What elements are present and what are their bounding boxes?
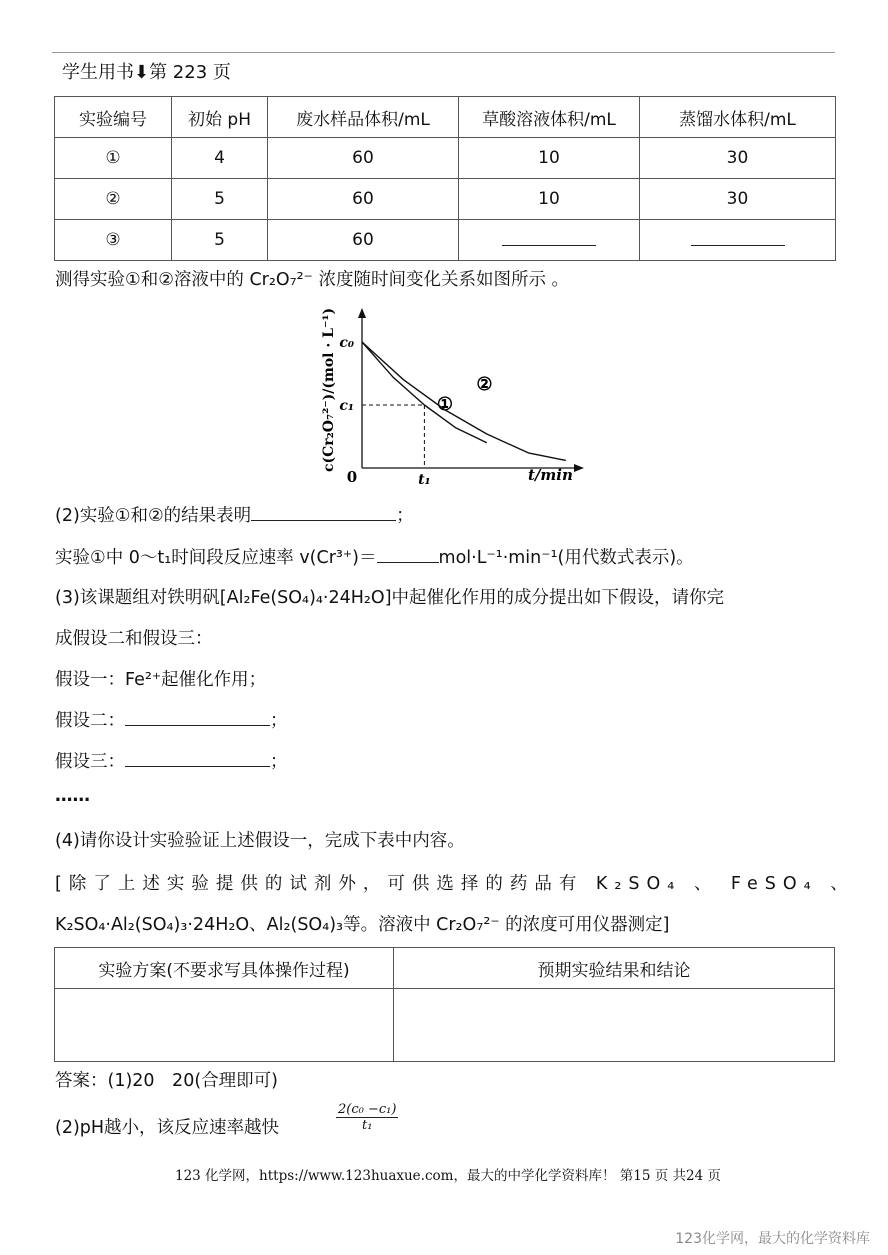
q3-line-2: 成假设二和假设三： xyxy=(55,629,213,649)
table-cell: 30 xyxy=(640,179,836,220)
hyp-end: ； xyxy=(270,752,288,772)
answer-line-1: 答案：(1)20 20(合理即可) xyxy=(55,1071,278,1091)
q4-line-1: (4)请你设计实验验证上述假设一，完成下表中内容。 xyxy=(55,831,465,851)
hypothesis-3 xyxy=(55,748,288,773)
blank-cell[interactable] xyxy=(459,220,640,261)
fill-blank xyxy=(691,229,785,246)
answer-cell[interactable] xyxy=(55,989,394,1062)
blank-cell[interactable] xyxy=(640,220,836,261)
fraction-denominator: t₁ xyxy=(362,1118,373,1133)
q4-line-2: [除了上述实验提供的试剂外，可供选择的药品有 K₂SO₄ 、 FeSO₄ 、 xyxy=(55,874,855,894)
x-axis-label: t/min xyxy=(528,466,573,484)
col-header: 草酸溶液体积/mL xyxy=(459,97,640,138)
table-header-row xyxy=(55,948,835,989)
hyp3-label: 假设三： xyxy=(55,752,125,772)
rate-fraction xyxy=(336,1102,398,1133)
table-cell: ③ xyxy=(55,220,172,261)
table-row xyxy=(55,220,836,261)
answer-line-2: (2)pH越小，该反应速率越快 xyxy=(55,1118,280,1138)
q4-line-3: K₂SO₄·Al₂(SO₄)₃·24H₂O、Al₂(SO₄)₃等。溶液中 Cr₂O₇²⁻ 的浓度可用仪器测定] xyxy=(55,915,670,935)
series-label-2: ② xyxy=(476,373,493,395)
q2-line-a xyxy=(55,502,414,527)
col-header: 预期实验结果和结论 xyxy=(394,948,835,989)
series-line-2 xyxy=(362,342,566,460)
table-cell: 60 xyxy=(268,179,459,220)
design-table xyxy=(54,947,835,1062)
q2-rate-text: 实验①中 0～t₁时间段反应速率 v(Cr³⁺)＝ xyxy=(55,548,377,568)
origin-label: 0 xyxy=(346,468,358,486)
answer-cell[interactable] xyxy=(394,989,835,1062)
t1-label: t₁ xyxy=(418,472,431,488)
table-row xyxy=(55,138,836,179)
table-cell: ② xyxy=(55,179,172,220)
experiment-table xyxy=(54,96,836,261)
page-footer: 123 化学网，https://www.123huaxue.com，最大的中学化学资料库！ 第15 页 共24 页 xyxy=(175,1168,721,1184)
header-rule xyxy=(52,52,835,53)
ellipsis: …… xyxy=(55,786,90,806)
table-header-row xyxy=(55,97,836,138)
table-cell: 5 xyxy=(172,220,268,261)
fill-blank[interactable] xyxy=(377,544,439,563)
table-cell: 10 xyxy=(459,179,640,220)
col-header: 初始 pH xyxy=(172,97,268,138)
table-cell: ① xyxy=(55,138,172,179)
hyp-end: ； xyxy=(270,711,288,731)
table-cell: 4 xyxy=(172,138,268,179)
table-cell: 60 xyxy=(268,220,459,261)
hyp2-label: 假设二： xyxy=(55,711,125,731)
col-header: 实验编号 xyxy=(55,97,172,138)
fill-blank xyxy=(502,229,596,246)
measure-line: 测得实验①和②溶液中的 Cr₂O₇²⁻ 浓度随时间变化关系如图所示 。 xyxy=(55,270,570,290)
concentration-chart xyxy=(300,300,590,492)
q2-line-b xyxy=(55,544,694,569)
fraction-numerator: 2(c₀ −c₁) xyxy=(338,1102,397,1117)
watermark: 123化学网，最大的化学资料库 xyxy=(675,1231,870,1247)
c1-label: c₁ xyxy=(339,398,354,414)
q2-end: ； xyxy=(396,506,414,526)
q3-line-1: (3)该课题组对铁明矾[Al₂Fe(SO₄)₄·24H₂O]中起催化作用的成分提出如下假设，请你完 xyxy=(55,588,725,608)
x-axis-arrow xyxy=(574,464,584,472)
q2-rate-unit: mol·L⁻¹·min⁻¹(用代数式表示)。 xyxy=(438,548,694,568)
y-axis-arrow xyxy=(358,308,366,318)
c0-label: c₀ xyxy=(339,335,354,351)
q2-text: (2)实验①和②的结果表明 xyxy=(55,506,252,526)
fill-blank[interactable] xyxy=(125,707,270,726)
table-cell: 10 xyxy=(459,138,640,179)
table-cell: 5 xyxy=(172,179,268,220)
table-cell: 30 xyxy=(640,138,836,179)
col-header: 实验方案(不要求写具体操作过程) xyxy=(55,948,394,989)
hypothesis-1: 假设一：Fe²⁺起催化作用； xyxy=(55,670,267,690)
col-header: 蒸馏水体积/mL xyxy=(640,97,836,138)
table-row xyxy=(55,179,836,220)
page-header: 学生用书⬇第 223 页 xyxy=(62,62,231,83)
hypothesis-2 xyxy=(55,707,288,732)
table-row xyxy=(55,989,835,1062)
y-axis-label: c(Cr₂O₇²⁻)/(mol · L⁻¹) xyxy=(321,307,337,472)
fill-blank[interactable] xyxy=(125,748,270,767)
col-header: 废水样品体积/mL xyxy=(268,97,459,138)
table-cell: 60 xyxy=(268,138,459,179)
series-label-1: ① xyxy=(436,394,454,416)
fill-blank[interactable] xyxy=(251,502,396,521)
